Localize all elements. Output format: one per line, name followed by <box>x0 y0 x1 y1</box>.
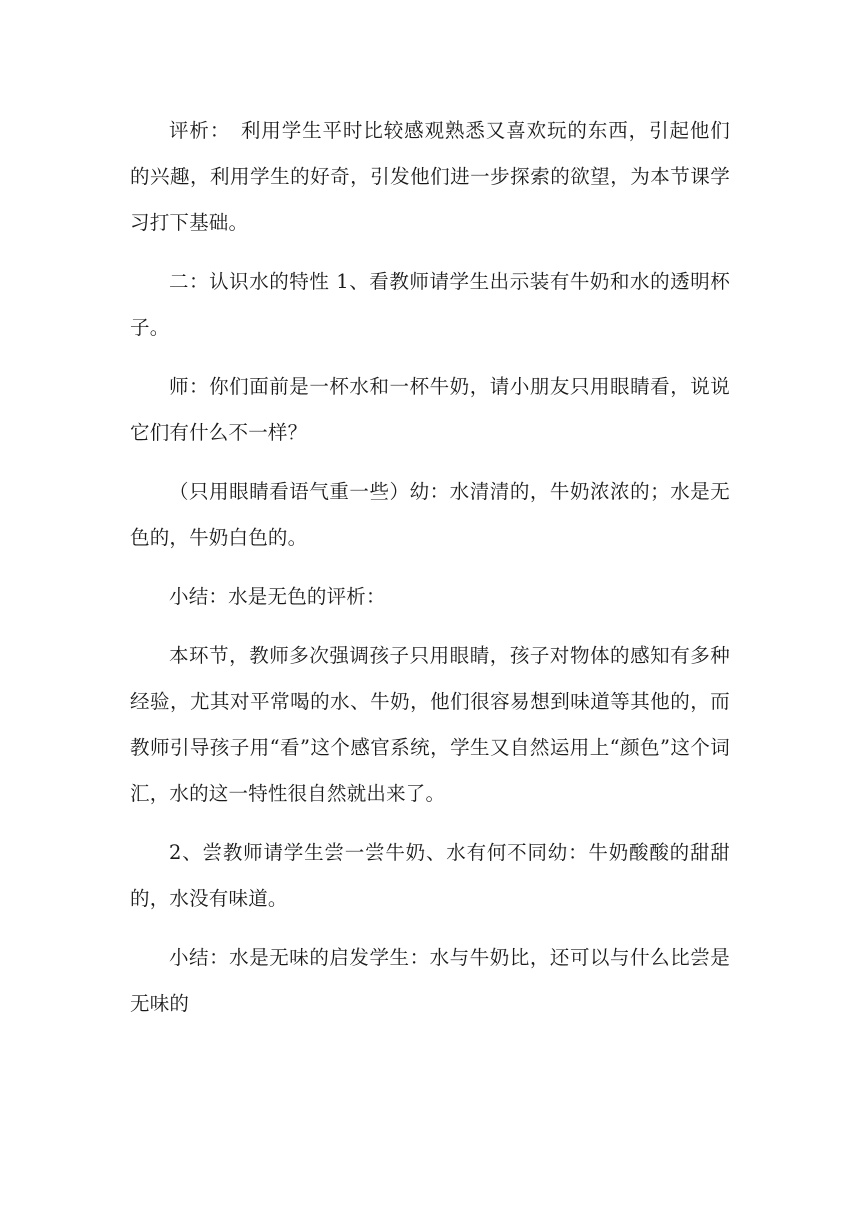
paragraph-analysis-intro: 评析： 利用学生平时比较感观熟悉又喜欢玩的东西，引起他们的兴趣，利用学生的好奇，引发他们进一步探索的欲望，为本节课学习打下基础。 <box>130 119 730 234</box>
paragraph-taste: 2、尝教师请学生尝一尝牛奶、水有何不同幼：牛奶酸酸的甜甜的，水没有味道。 <box>130 841 730 910</box>
paragraph-section-two: 二：认识水的特性 1、看教师请学生出示装有牛奶和水的透明杯子。 <box>130 270 730 339</box>
paragraph-summary-colorless: 小结：水是无色的评析： <box>169 585 386 608</box>
paragraph-teacher-question: 师：你们面前是一杯水和一杯牛奶，请小朋友只用眼睛看，说说它们有什么不一样？ <box>130 375 730 444</box>
paragraph-analysis-look: 本环节，教师多次强调孩子只用眼睛，孩子对物体的感知有多种经验，尤其对平常喝的水、牛奶，他们很容易想到味道等其他的，而教师引导孩子用“看”这个感官系统，学生又自然运用上“颜色”这个词汇，水的这一特性很自然就出来了。 <box>130 644 730 805</box>
paragraph-child-answer: （只用眼睛看语气重一些）幼：水清清的，牛奶浓浓的；水是无色的，牛奶白色的。 <box>130 480 730 549</box>
paragraph-summary-tasteless: 小结：水是无味的启发学生：水与牛奶比，还可以与什么比尝是无味的 <box>130 946 730 1015</box>
document-body <box>130 108 730 1027</box>
